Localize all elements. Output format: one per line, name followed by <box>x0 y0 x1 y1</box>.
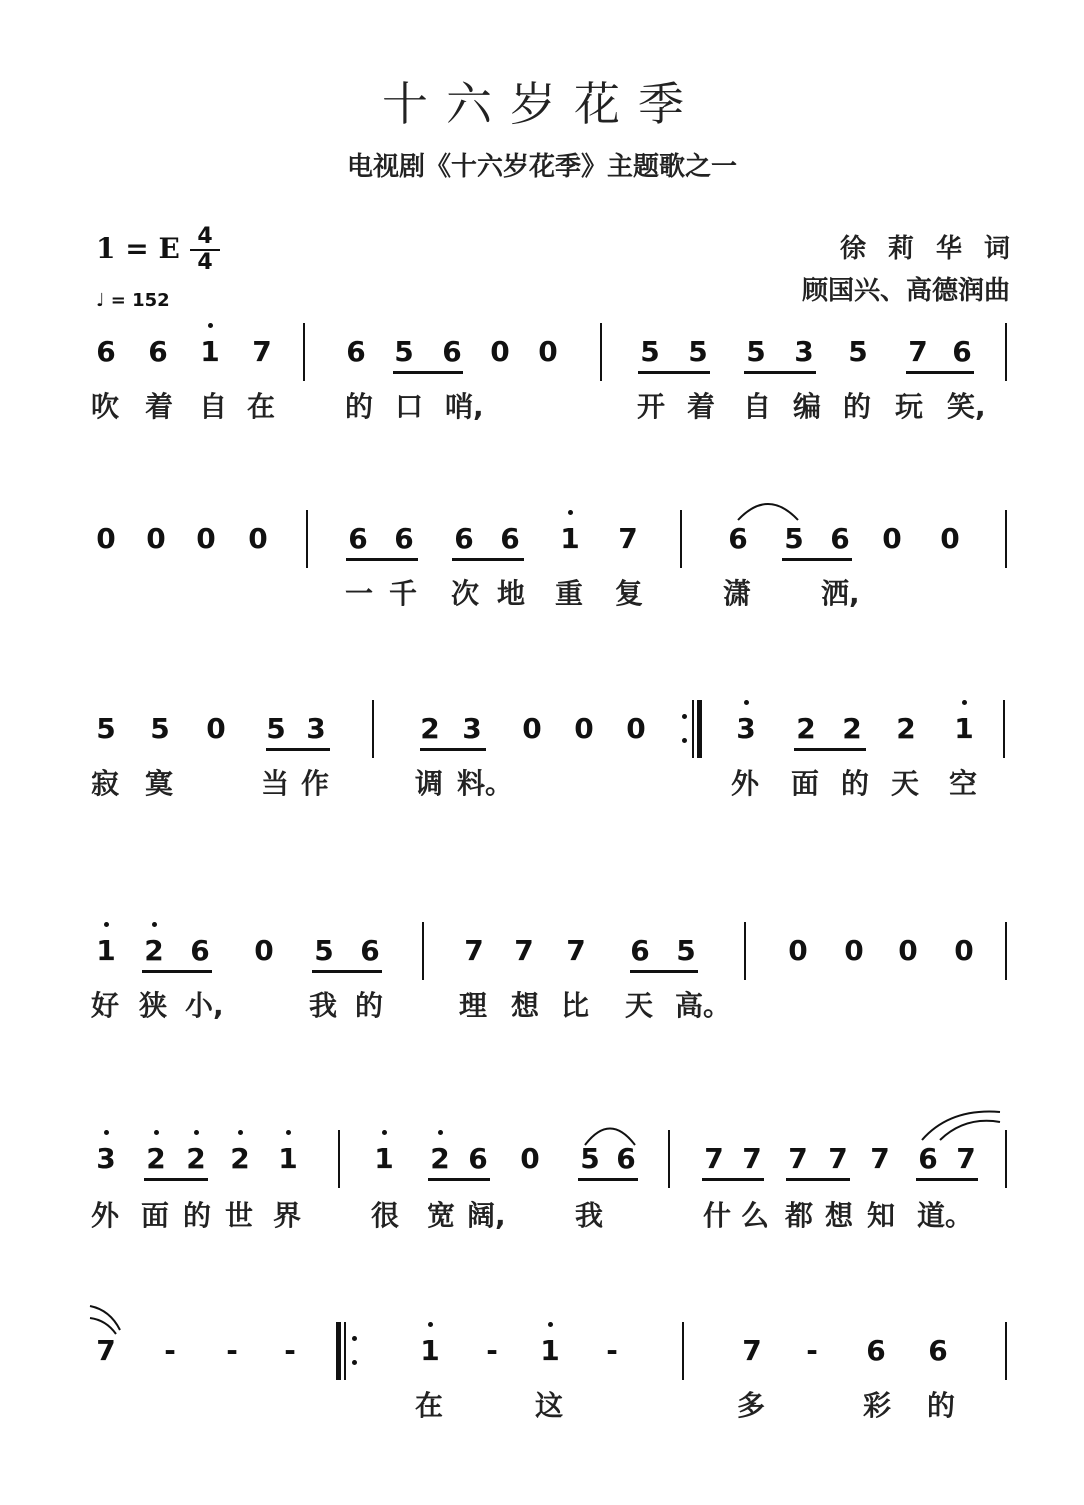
note: 0 <box>954 934 974 967</box>
lyric-char: 面 <box>791 767 820 800</box>
lyric-char: 好 <box>91 989 120 1022</box>
note: 7 <box>618 522 638 555</box>
note: 2 <box>896 712 916 745</box>
lyric-char: 什 <box>703 1199 732 1232</box>
lyric-char: 的 <box>927 1389 956 1422</box>
note: 5 <box>676 934 696 967</box>
note: 7 <box>742 1334 762 1367</box>
lyric-char: 面 <box>141 1199 170 1232</box>
note: 0 <box>146 522 166 555</box>
lyric-char: 料。 <box>457 767 514 800</box>
note: 0 <box>626 712 646 745</box>
note: 2 <box>229 1142 251 1175</box>
lyric-char: 一 <box>345 577 374 610</box>
note: 1 <box>419 1334 441 1367</box>
note: 6 <box>148 335 168 368</box>
lyric-char: 理 <box>459 989 488 1022</box>
lyric-char: 外 <box>731 767 760 800</box>
lyric-char: 世 <box>225 1199 254 1232</box>
lyric-char: 洒, <box>821 577 860 610</box>
lyric-char: 狭 <box>139 989 168 1022</box>
lyric-char: 的 <box>355 989 384 1022</box>
lyric-char: 我 <box>309 989 338 1022</box>
lyric-char: 的 <box>345 390 374 423</box>
note: 6 <box>360 934 380 967</box>
lyric-char: 界 <box>273 1199 302 1232</box>
note: 6 <box>96 335 116 368</box>
lyric-char: 比 <box>561 989 590 1022</box>
note: 0 <box>574 712 594 745</box>
lyric-char: 着 <box>687 390 716 423</box>
note: 5 <box>266 712 286 745</box>
note: 7 <box>704 1142 724 1175</box>
lyric-char: 都 <box>785 1199 814 1232</box>
note: 1 <box>539 1334 561 1367</box>
note: 2 <box>185 1142 207 1175</box>
note: 6 <box>468 1142 488 1175</box>
note: 2 <box>145 1142 167 1175</box>
lyric-char: 玩 <box>895 390 924 423</box>
lyric-char: 很 <box>371 1199 400 1232</box>
lyric-char: 在 <box>415 1389 444 1422</box>
lyric-char: 知 <box>867 1199 896 1232</box>
note: 6 <box>500 522 520 555</box>
note: 7 <box>96 1334 116 1367</box>
note: 5 <box>640 335 660 368</box>
note: 0 <box>940 522 960 555</box>
note: 3 <box>95 1142 117 1175</box>
lyric-char: 这 <box>535 1389 564 1422</box>
note: 2 <box>842 712 862 745</box>
note: 7 <box>566 934 586 967</box>
lyric-char: 口 <box>395 390 424 423</box>
lyric-char: 的 <box>183 1199 212 1232</box>
lyric-char: 外 <box>91 1199 120 1232</box>
lyric-char: 编 <box>793 390 822 423</box>
note: 0 <box>206 712 226 745</box>
lyric-char: 次 <box>451 577 480 610</box>
note: 0 <box>520 1142 540 1175</box>
note: 1 <box>373 1142 395 1175</box>
lyric-char: 寞 <box>145 767 174 800</box>
note: 7 <box>788 1142 808 1175</box>
note: 5 <box>580 1142 600 1175</box>
note: 6 <box>928 1334 948 1367</box>
time-signature-top: 4 <box>197 224 213 249</box>
note: 7 <box>514 934 534 967</box>
note: 5 <box>784 522 804 555</box>
lyric-char: 千 <box>389 577 418 610</box>
note: 0 <box>844 934 864 967</box>
lyric-char: 的 <box>843 390 872 423</box>
lyric-char: 潇 <box>723 577 752 610</box>
note: 0 <box>490 335 510 368</box>
note: 3 <box>462 712 482 745</box>
note: 7 <box>956 1142 976 1175</box>
time-signature-bottom: 4 <box>197 250 213 275</box>
note: 5 <box>314 934 334 967</box>
note: 5 <box>848 335 868 368</box>
note: 7 <box>464 934 484 967</box>
lyric-char: 复 <box>615 577 644 610</box>
lyric-char: 着 <box>145 390 174 423</box>
song-subtitle: 电视剧《十六岁花季》主题歌之一 <box>346 152 737 182</box>
slur-row5-a <box>585 1129 635 1146</box>
note: 6 <box>728 522 748 555</box>
note: 6 <box>346 335 366 368</box>
slur-row5-c <box>940 1121 1000 1140</box>
note: 5 <box>688 335 708 368</box>
lyric-char: 开 <box>637 390 666 423</box>
note: 1 <box>277 1142 299 1175</box>
lyric-char: 多 <box>737 1389 766 1422</box>
note: 3 <box>735 712 757 745</box>
note: 5 <box>96 712 116 745</box>
lyric-char: 在 <box>247 390 276 423</box>
note: 0 <box>538 335 558 368</box>
note: 6 <box>630 934 650 967</box>
note: 0 <box>96 522 116 555</box>
note: 1 <box>953 712 975 745</box>
dash-note: - <box>164 1334 176 1367</box>
lyric-char: 宽 <box>427 1199 456 1232</box>
lyric-char: 笑, <box>947 390 986 423</box>
note: 5 <box>394 335 414 368</box>
lyric-char: 想 <box>511 989 540 1022</box>
dash-note: - <box>806 1334 818 1367</box>
lyric-char: 彩 <box>863 1389 892 1422</box>
note: 0 <box>898 934 918 967</box>
lyric-char: 吹 <box>91 390 120 423</box>
lyric-char: 哨, <box>445 390 484 423</box>
note: 0 <box>248 522 268 555</box>
note: 0 <box>882 522 902 555</box>
dash-note: - <box>226 1334 238 1367</box>
lyric-char: 小, <box>185 989 224 1022</box>
lyric-char: 调 <box>415 767 444 800</box>
lyric-char: 自 <box>199 390 228 423</box>
note: 6 <box>918 1142 938 1175</box>
note: 0 <box>788 934 808 967</box>
note: 1 <box>95 934 117 967</box>
note: 2 <box>143 934 165 967</box>
note: 7 <box>252 335 272 368</box>
note: 3 <box>306 712 326 745</box>
song-title: 十六岁花季 <box>382 77 702 131</box>
lyric-char: 道。 <box>917 1199 974 1232</box>
note: 7 <box>908 335 928 368</box>
note: 6 <box>442 335 462 368</box>
lyricist-credit: 徐莉华词 <box>839 234 1032 264</box>
note: 5 <box>746 335 766 368</box>
lyric-char: 地 <box>497 577 526 610</box>
note: 3 <box>794 335 814 368</box>
lyric-char: 么 <box>741 1199 770 1232</box>
lyric-char: 重 <box>555 577 584 610</box>
lyric-char: 高。 <box>675 989 732 1022</box>
composer-credit: 顾国兴、高德润曲 <box>801 276 1010 306</box>
note: 6 <box>616 1142 636 1175</box>
lyric-char: 阔, <box>467 1199 506 1232</box>
lyric-char: 想 <box>825 1199 854 1232</box>
note: 7 <box>870 1142 890 1175</box>
note: 2 <box>420 712 440 745</box>
lyric-char: 天 <box>625 989 654 1022</box>
lyric-char: 自 <box>743 390 772 423</box>
key-signature: 1 = E <box>96 232 180 265</box>
lyric-char: 天 <box>891 767 920 800</box>
lyric-char: 寂 <box>91 767 120 800</box>
slur-row2 <box>738 504 798 520</box>
note: 6 <box>348 522 368 555</box>
note: 7 <box>828 1142 848 1175</box>
lyric-char: 当 <box>261 767 290 800</box>
note: 6 <box>952 335 972 368</box>
note: 6 <box>830 522 850 555</box>
lyric-char: 空 <box>949 767 978 800</box>
note: 0 <box>196 522 216 555</box>
note: 0 <box>522 712 542 745</box>
note: 6 <box>454 522 474 555</box>
note: 6 <box>866 1334 886 1367</box>
slur-row6-b <box>90 1318 116 1334</box>
lyric-char: 我 <box>575 1199 604 1232</box>
note: 2 <box>429 1142 451 1175</box>
note: 0 <box>254 934 274 967</box>
tempo-marking: ♩ = 152 <box>96 290 170 311</box>
note: 5 <box>150 712 170 745</box>
lyric-char: 的 <box>841 767 870 800</box>
note: 7 <box>742 1142 762 1175</box>
dash-note: - <box>606 1334 618 1367</box>
dash-note: - <box>284 1334 296 1367</box>
note: 6 <box>190 934 210 967</box>
dash-note: - <box>486 1334 498 1367</box>
lyric-char: 作 <box>301 767 330 800</box>
note: 6 <box>394 522 414 555</box>
note: 2 <box>796 712 816 745</box>
note: 1 <box>559 522 581 555</box>
note: 1 <box>199 335 221 368</box>
